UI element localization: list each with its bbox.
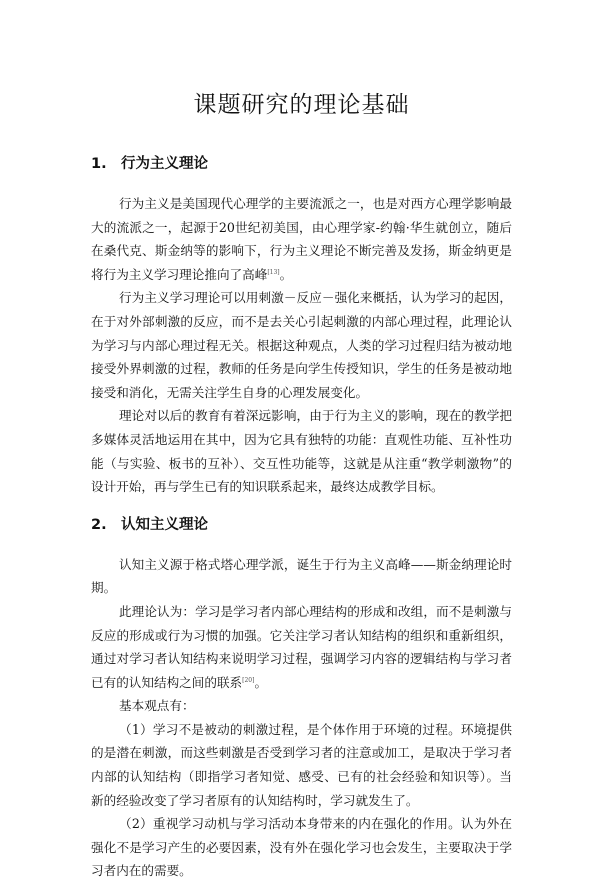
citation-ref: [20]: [242, 676, 255, 684]
section-number: 2.: [91, 516, 107, 533]
paragraph: 此理论认为：学习是学习者内部心理结构的形成和改组，而不是刺激与反应的形成或行为习惯的加强。它关注学习者认知结构的组织和重新组织，通过对学习者认知结构来说明学习过程，强调学习内容的逻辑结构与学习者已有的认知结构之间的联系[20]。: [91, 603, 512, 690]
section-heading: [91, 152, 512, 173]
section-body: [91, 192, 512, 499]
paragraph: 行为主义是美国现代心理学的主要流派之一，也是对西方心理学影响最大的流派之一，起源于20世纪初美国，由心理学家-约翰·华生就创立，随后在桑代克、斯金纳等的影响下，行为主义理论不断完善及发扬，斯金纳更是将行为主义学习理论推向了高峰[13]。: [91, 196, 512, 282]
paragraph: （2）重视学习动机与学习活动本身带来的内在强化的作用。认为外在强化不是学习产生的必要因素，没有外在强化学习也会发生，主要取决于学习者内在的需要。: [91, 816, 512, 879]
section-title: 行为主义理论: [121, 156, 208, 172]
paragraph: （1）学习不是被动的刺激过程，是个体作用于环境的过程。环境提供的是潜在刺激，而这些刺激是否受到学习者的注意或加工，是取决于学习者内部的认知结构（即指学习者知觉、感受、已有的社会经验和知识等）。当新的经验改变了学习者原有的认知结构时，学习就发生了。: [91, 721, 512, 808]
paragraph: 行为主义学习理论可以用刺激－反应－强化来概括，认为学习的起因，在于对外部刺激的反应，而不是去关心引起刺激的内部心理过程，此理论认为学习与内部心理过程无关。根据这种观点，人类的学习过程归结为被动地接受外界刺激的过程，教师的任务是向学生传授知识，学生的任务是被动地接受和消化，无需关注学生自身的心理发展变化。: [91, 290, 512, 400]
section-body: [91, 553, 512, 883]
citation-ref: [13]: [267, 268, 280, 276]
paragraph: 基本观点有：: [119, 698, 195, 714]
page-title: 课题研究的理论基础: [193, 92, 410, 118]
paragraph: 理论对以后的教育有着深远影响，由于行为主义的影响，现在的教学把多媒体灵活地运用在其中，因为它具有独特的功能：直观性功能、互补性功能（与实验、板书的互补）、交互性功能等，这就是从注重“教学刺激物”的设计开始，再与学生已有的知识联系起来，最终达成教学目标。: [91, 408, 512, 495]
paragraph: 认知主义源于格式塔心理学派，诞生于行为主义高峰——斯金纳理论时期。: [91, 556, 512, 596]
section-title: 认知主义理论: [121, 516, 208, 533]
section-heading: [91, 513, 512, 534]
section-number: 1.: [91, 156, 107, 172]
